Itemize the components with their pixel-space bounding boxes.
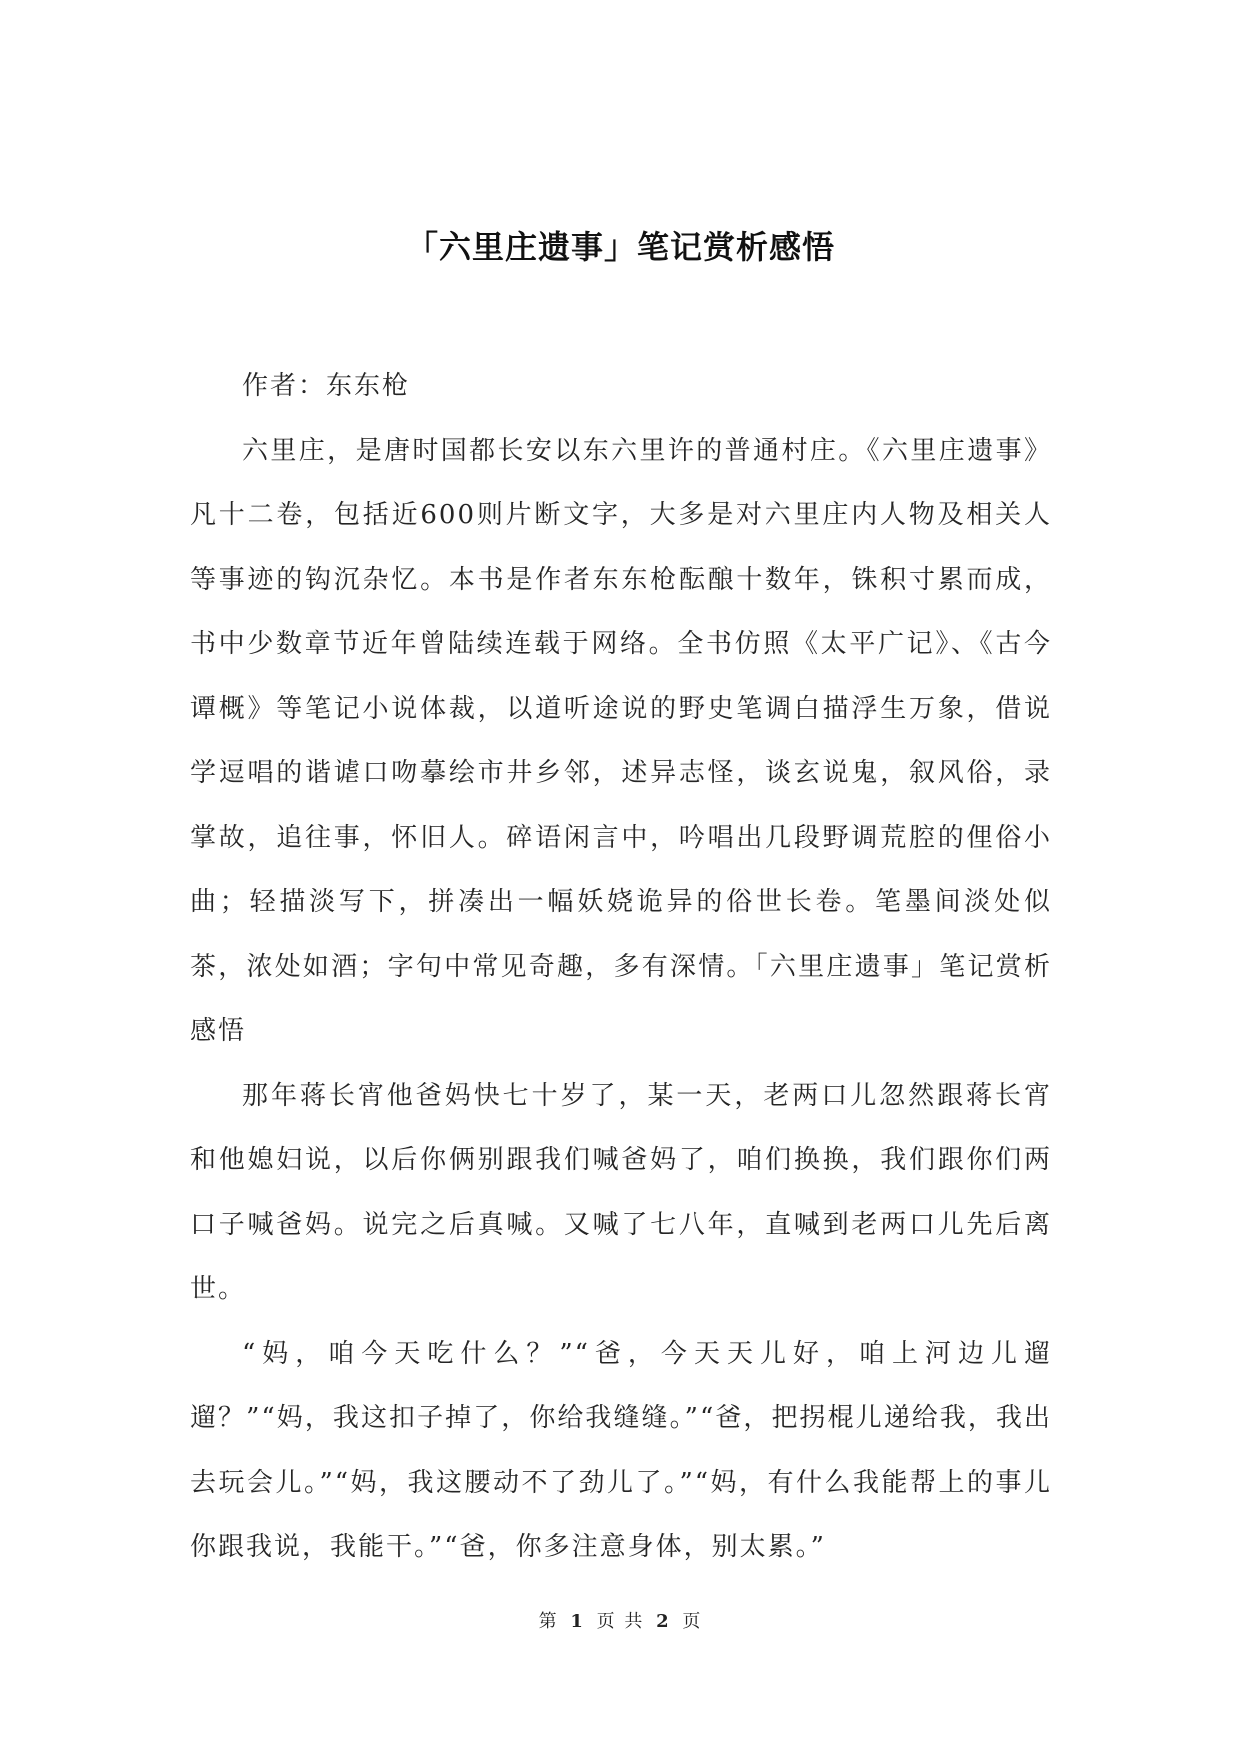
footer-suffix: 页 bbox=[682, 1611, 703, 1632]
paragraph-story: 那年蒋长宵他爸妈快七十岁了，某一天，老两口儿忽然跟蒋长宵和他媳妇说，以后你俩别跟我们喊爸妈了，咱们换换，我们跟你们两口子喊爸妈。说完之后真喊。又喊了七八年，直喊到老两口儿先后离世。 bbox=[190, 1080, 1052, 1304]
document-title: 「六里庄遗事」笔记赏析感悟 bbox=[405, 228, 835, 266]
footer-current-page: 1 bbox=[570, 1611, 585, 1632]
footer-total-pages: 2 bbox=[656, 1611, 671, 1632]
paragraph-dialogue: “妈，咱今天吃什么？”“爸，今天天儿好，咱上河边儿遛遛？”“妈，我这扣子掉了，你给我缝缝。”“爸，把拐棍儿递给我，我出去玩会儿。”“妈，我这腰动不了劲儿了。”“妈，有什么我能帮上的事儿你跟我说，我能干。”“爸，你多注意身体，别太累。” bbox=[190, 1338, 1052, 1562]
footer-middle: 页 共 bbox=[596, 1611, 645, 1632]
document-body bbox=[190, 354, 1052, 1580]
paragraph-intro: 六里庄，是唐时国都长安以东六里许的普通村庄。《六里庄遗事》凡十二卷，包括近600则片断文字，大多是对六里庄内人物及相关人等事迹的钩沉杂忆。本书是作者东东枪酝酿十数年，铢积寸累而成，书中少数章节近年曾陆续连载于网络。全书仿照《太平广记》、《古今谭概》等笔记小说体裁，以道听途说的野史笔调白描浮生万象，借说学逗唱的谐谑口吻摹绘市井乡邻，述异志怪，谈玄说鬼，叙风俗，录掌故，追往事，怀旧人。碎语闲言中，吟唱出几段野调荒腔的俚俗小曲；轻描淡写下，拼凑出一幅妖娆诡异的俗世长卷。笔墨间淡处似茶，浓处如酒；字句中常见奇趣，多有深情。「六里庄遗事」笔记赏析感悟 bbox=[190, 435, 1052, 1046]
page-footer bbox=[0, 1610, 1241, 1634]
author-line: 作者：东东枪 bbox=[242, 371, 411, 401]
footer-prefix: 第 bbox=[538, 1611, 559, 1632]
